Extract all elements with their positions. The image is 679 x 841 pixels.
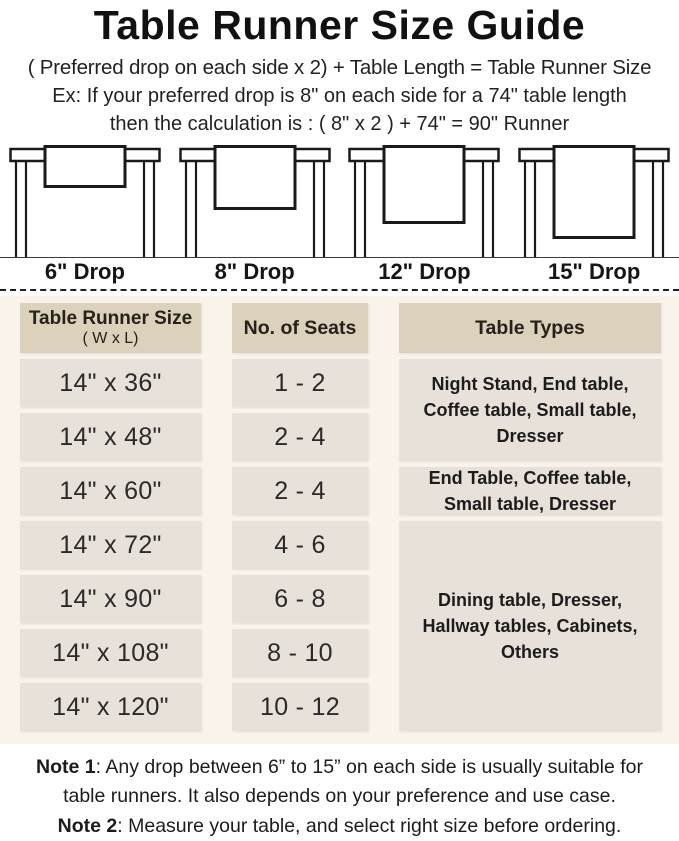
note-1 bbox=[4, 753, 675, 812]
seats-cell: 10 - 12 bbox=[232, 683, 368, 731]
column-header-table-types: Table Types bbox=[399, 303, 661, 353]
column-header-runner-size-line1: Table Runner Size bbox=[28, 307, 193, 329]
table-types-group-medium: End Table, Coffee table, Small table, Dresser bbox=[399, 467, 661, 515]
runner-shape bbox=[384, 147, 464, 223]
note-2 bbox=[4, 812, 675, 841]
seats-cell: 1 - 2 bbox=[232, 359, 368, 407]
column-header-runner-size bbox=[20, 303, 201, 353]
seats-cell: 6 - 8 bbox=[232, 575, 368, 623]
table-types-group-small: Night Stand, End table, Coffee table, Small table, Dresser bbox=[399, 359, 661, 461]
seats-cell: 8 - 10 bbox=[232, 629, 368, 677]
drop-label-6in: 6" Drop bbox=[44, 259, 125, 284]
drop-label-8in: 8" Drop bbox=[214, 259, 295, 284]
table-runner-diagram bbox=[179, 145, 331, 257]
notes-section bbox=[0, 753, 679, 841]
drop-label-12in: 12" Drop bbox=[378, 259, 471, 284]
size-cell: 14" x 90" bbox=[20, 575, 201, 623]
size-cell: 14" x 60" bbox=[20, 467, 201, 515]
table-illustration-15in bbox=[509, 145, 679, 257]
size-cell: 14" x 48" bbox=[20, 413, 201, 461]
table-runner-diagram bbox=[348, 145, 500, 257]
runner-shape bbox=[554, 147, 634, 238]
column-header-seats: No. of Seats bbox=[232, 303, 368, 353]
formula-text: ( Preferred drop on each side x 2) + Table Length = Table Runner Size bbox=[27, 56, 652, 79]
note-1-text-line1: : Any drop between 6” to 15” on each side is usually suitable for bbox=[95, 756, 644, 778]
example-line-2: then the calculation is : ( 8" x 2 ) + 74" = 90" Runner bbox=[109, 113, 570, 135]
size-cell: 14" x 108" bbox=[20, 629, 201, 677]
note-2-label: Note 2 bbox=[57, 814, 118, 837]
table-runner-diagram bbox=[9, 145, 161, 257]
seats-cell: 2 - 4 bbox=[232, 413, 368, 461]
example-line-1: Ex: If your preferred drop is 8" on each side for a 74" table length bbox=[52, 85, 627, 107]
drop-illustrations-row bbox=[0, 145, 679, 257]
table-illustration-12in bbox=[340, 145, 510, 257]
table-illustration-6in bbox=[0, 145, 170, 257]
note-2-text: : Measure your table, and select right size before ordering. bbox=[117, 814, 622, 837]
drop-labels-row bbox=[0, 258, 679, 289]
table-illustration-8in bbox=[170, 145, 340, 257]
note-1-text-line2: table runners. It also depends on your preference and use case. bbox=[63, 785, 616, 808]
seats-cell: 2 - 4 bbox=[232, 467, 368, 515]
column-header-runner-size-line2: ( W x L) bbox=[82, 329, 139, 347]
size-guide-table bbox=[0, 296, 679, 744]
header bbox=[0, 0, 679, 136]
page-title: Table Runner Size Guide bbox=[93, 2, 586, 48]
size-cell: 14" x 72" bbox=[20, 521, 201, 569]
runner-shape bbox=[215, 147, 295, 209]
dashed-divider bbox=[0, 289, 679, 291]
size-cell: 14" x 120" bbox=[20, 683, 201, 731]
table-types-group-large: Dining table, Dresser, Hallway tables, Cabinets, Others bbox=[399, 521, 661, 731]
drop-label-15in: 15" Drop bbox=[547, 259, 641, 284]
size-cell: 14" x 36" bbox=[20, 359, 201, 407]
note-1-label: Note 1 bbox=[35, 756, 96, 778]
seats-cell: 4 - 6 bbox=[232, 521, 368, 569]
runner-shape bbox=[45, 147, 125, 187]
table-runner-diagram bbox=[518, 145, 670, 257]
